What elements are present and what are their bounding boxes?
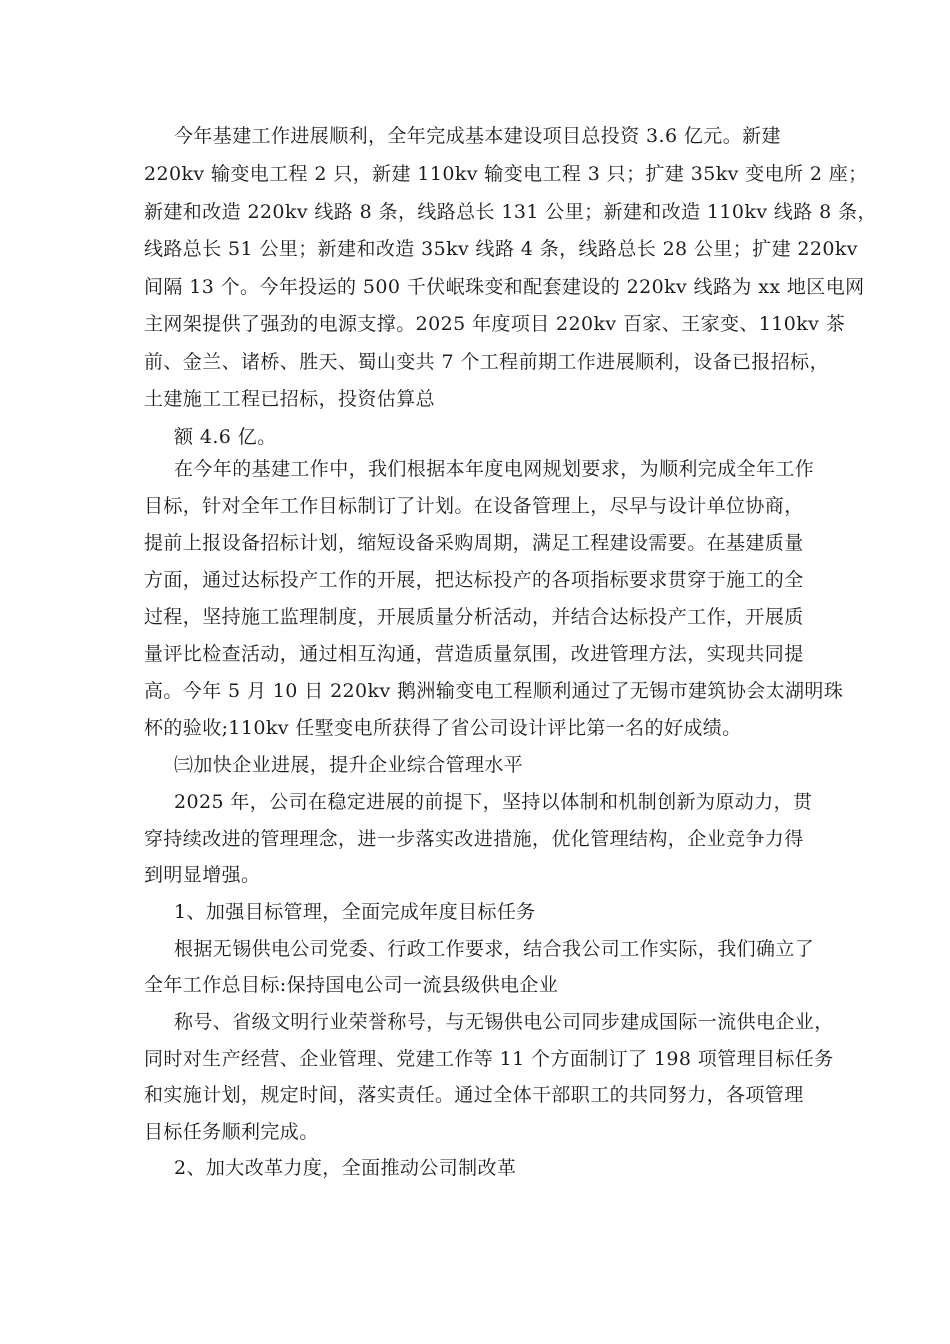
text-line: 间隔 13 个。今年投运的 500 千伏岷珠变和配套建设的 220kv 线路为 xx 地区电网 (144, 276, 865, 298)
text-line: 新建和改造 220kv 线路 8 条，线路总长 131 公里；新建和改造 110kv 线路 8 条， (144, 201, 877, 223)
text-line: 根据无锡供电公司党委、行政工作要求，结合我公司工作实际，我们确立了 (174, 938, 815, 960)
text-line: 在今年的基建工作中，我们根据本年度电网规划要求，为顺利完成全年工作 (174, 458, 815, 480)
section-heading: 2、加大改革力度，全面推动公司制改革 (174, 1157, 517, 1179)
section-heading: 1、加强目标管理，全面完成年度目标任务 (174, 901, 536, 923)
text-line: 过程，坚持施工监理制度，开展质量分析活动，并结合达标投产工作，开展质 (144, 606, 804, 628)
text-line: 提前上报设备招标计划，缩短设备采购周期，满足工程建设需要。在基建质量 (144, 532, 804, 554)
text-line: 穿持续改进的管理理念，进一步落实改进措施，优化管理结构，企业竞争力得 (144, 828, 804, 850)
text-line: 2025 年，公司在稳定进展的前提下，坚持以体制和机制创新为原动力，贯 (174, 791, 813, 813)
text-line: 额 4.6 亿。 (174, 426, 277, 448)
text-line: 主网架提供了强劲的电源支撑。2025 年度项目 220kv 百家、王家变、110kv 茶 (144, 313, 846, 335)
text-line: 高。今年 5 月 10 日 220kv 鹅洲输变电工程顺利通过了无锡市建筑协会太湖明珠 (144, 680, 844, 702)
text-line: 同时对生产经营、企业管理、党建工作等 11 个方面制订了 198 项管理目标任务 (144, 1048, 834, 1070)
text-line: 方面，通过达标投产工作的开展，把达标投产的各项指标要求贯穿于施工的全 (144, 569, 804, 591)
text-line: 土建施工工程已招标，投资估算总 (144, 388, 436, 410)
text-line: 全年工作总目标:保持国电公司一流县级供电企业 (144, 974, 559, 996)
text-line: 目标，针对全年工作目标制订了计划。在设备管理上，尽早与设计单位协商， (144, 495, 804, 517)
text-line: 220kv 输变电工程 2 只，新建 110kv 输变电工程 3 只；扩建 35kv 变电所 2 座； (144, 163, 868, 185)
text-line: 今年基建工作进展顺利，全年完成基本建设项目总投资 3.6 亿元。新建 (174, 125, 781, 147)
text-line: 线路总长 51 公里；新建和改造 35kv 线路 4 条，线路总长 28 公里；扩建 220kv (144, 238, 858, 260)
text-line: 到明显增强。 (144, 864, 261, 886)
text-line: 杯的验收;110kv 任墅变电所获得了省公司设计评比第一名的好成绩。 (144, 717, 742, 739)
text-line: 量评比检查活动，通过相互沟通，营造质量氛围，改进管理方法，实现共同提 (144, 643, 804, 665)
section-heading: ㈢加快企业进展，提升企业综合管理水平 (174, 754, 524, 776)
text-line: 称号、省级文明行业荣誉称号，与无锡供电公司同步建成国际一流供电企业， (174, 1011, 834, 1033)
text-line: 目标任务顺利完成。 (144, 1121, 319, 1143)
text-line: 和实施计划，规定时间，落实责任。通过全体干部职工的共同努力，各项管理 (144, 1084, 804, 1106)
text-line: 前、金兰、诸桥、胜天、蜀山变共 7 个工程前期工作进展顺利，设备已报招标， (144, 351, 829, 373)
